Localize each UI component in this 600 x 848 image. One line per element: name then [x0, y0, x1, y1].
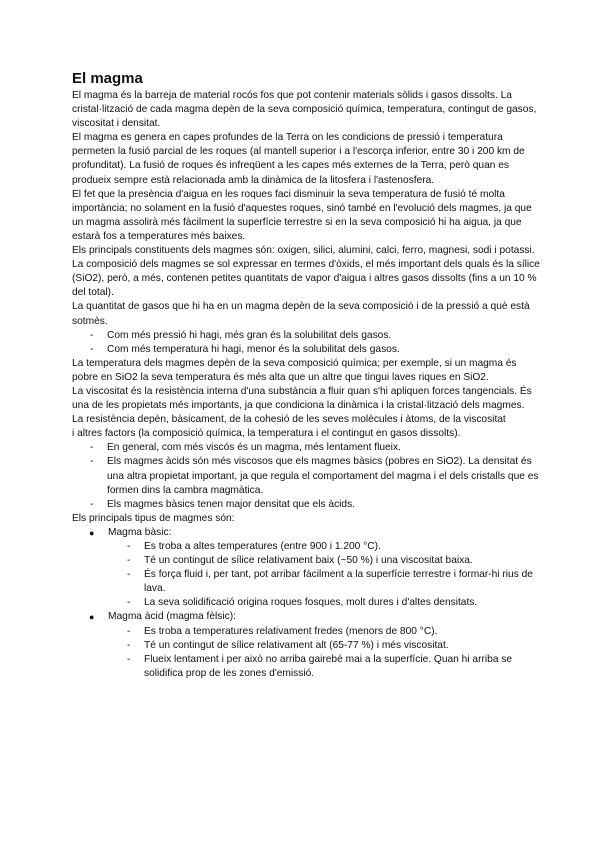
magma-type-name: Magma bàsic:	[108, 526, 172, 538]
page-title: El magma	[72, 70, 143, 87]
basic-magma-properties	[72, 540, 540, 610]
magma-types-list-acid	[72, 610, 540, 624]
list-item: - Flueix lentament i per això no arriba gairebé mai a la superfície. Quan hi arriba se solidifica prop de les zones d'emissió.	[72, 653, 540, 681]
viscosity-list	[72, 441, 540, 511]
paragraph-water: El fet que la presència d'aigua en les roques faci disminuir la seva temperatura de fusió té molta importància; no solament en la fusió d'aquestes roques, sinó també en l'evolució dels magmes, ja que un magma assolirà més fàcilment la superfície terrestre si en la seva composició hi ha aigua, ja que estarà fos a temperatures més baixes.	[72, 188, 532, 242]
magma-type-name: Magma àcid (magma fèlsic):	[108, 611, 236, 623]
gas-solubility-list	[72, 329, 540, 357]
list-item: - En general, com més viscós és un magma, més lentament flueix.	[72, 441, 540, 455]
paragraph-viscosity: La viscositat és la resistència interna d'una substància a fluir quan s'hi apliquen forces tangencials. És una de les propietats més importants, ja que condiciona la dinàmica i la cristal·lització dels magmes.	[72, 385, 532, 412]
acid-magma-properties	[72, 625, 540, 681]
paragraph-resistance: La resistència depèn, bàsicament, de la cohesió de les seves molècules i àtoms, de la viscositat	[72, 414, 506, 426]
magma-types-list	[72, 526, 540, 540]
paragraph-gases: La quantitat de gasos que hi ha en un magma depèn de la seva composició i de la pressió a què està sotmès.	[72, 301, 530, 327]
list-item: - Com més pressió hi hagi, més gran és la solubilitat dels gasos.	[72, 329, 540, 343]
paragraph-definition: El magma és la barreja de material rocós fos que pot contenir materials sòlids i gasos dissolts. La cristal·lització de cada magma depèn de la seva composició química, temperatura, contingut de gasos, viscositat i densitat.	[72, 90, 537, 130]
paragraph-genesis: El magma es genera en capes profundes de la Terra on les condicions de pressió i temperatura permeten la fusió parcial de les roques (al mantell superior i a l'escorça inferior, entre 30 i 200 km de profunditat). La fusió de roques és infreqüent a les capes més externes de la Terra, però quan es produeix sempre està relacionada amb la dinàmica de la litosfera i l'astenosfera.	[72, 132, 525, 186]
paragraph-types-intro: Els principals tipus de magmes són:	[72, 512, 235, 524]
list-item: - Es troba a temperatures relativament fredes (menors de 800 °C).	[72, 625, 540, 639]
magma-type-acid	[72, 610, 540, 624]
list-item: - Com més temperatura hi hagi, menor és la solubilitat dels gasos.	[72, 343, 540, 357]
list-item: - La seva solidificació origina roques fosques, molt dures i d'altes densitats.	[72, 596, 540, 610]
list-item: - Té un contingut de sílice relativament alt (65-77 %) i més viscositat.	[72, 639, 540, 653]
paragraph-temperature: La temperatura dels magmes depèn de la seva composició química; per exemple, si un magma és pobre en SiO2 la seva temperatura és més alta que un altre que tingui laves riques en SiO2.	[72, 357, 517, 383]
magma-type-basic	[72, 526, 540, 540]
paragraph-constituents: Els principals constituents dels magmes són: oxigen, silici, alumini, calci, ferro, magnesi, sodi i potassi. La composició dels magmes se sol expressar en termes d'òxids, el més important dels quals és la sílice (SiO2), però, a més, contenen petites quantitats de vapor d'aigua i altres gasos dissolts (fins a un 10 % del total).	[72, 245, 540, 299]
bullet-icon: ●	[89, 612, 95, 623]
paragraph-resistance-factors: i altres factors (la composició química, la temperatura i el contingut en gasos dissolts).	[72, 428, 461, 440]
list-item: - Els magmes bàsics tenen major densitat que els àcids.	[72, 498, 540, 512]
list-item: - És força fluid i, per tant, pot arribar fàcilment a la superfície terrestre i formar-hi rius de lava.	[72, 568, 540, 596]
list-item: - Es troba a altes temperatures (entre 900 i 1.200 °C).	[72, 540, 540, 554]
bullet-icon: ●	[89, 527, 95, 538]
list-item: - Té un contingut de sílice relativament baix (~50 %) i una viscositat baixa.	[72, 554, 540, 568]
list-item: - Els magmes àcids són més viscosos que els magmes bàsics (pobres en SiO2). La densitat és una altra propietat important, ja que regula el comportament del magma i el dels cristalls que es formen dins la cambra magmàtica.	[72, 455, 540, 497]
